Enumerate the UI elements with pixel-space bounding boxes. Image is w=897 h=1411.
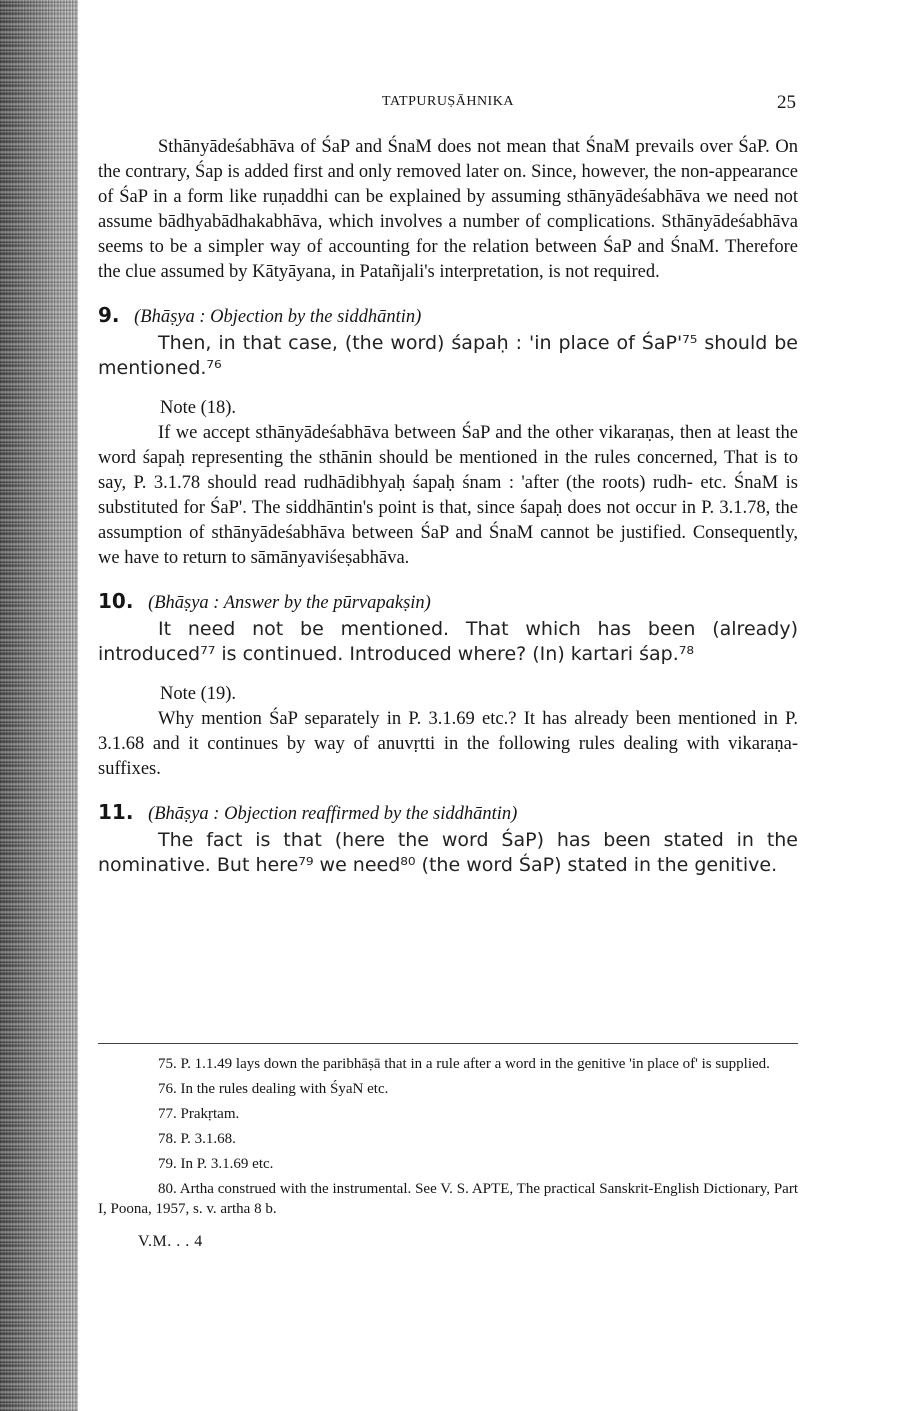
section-number: 9. — [98, 303, 120, 327]
page-body — [98, 135, 798, 878]
footnote-rule — [98, 1043, 798, 1044]
section-9 — [98, 301, 798, 571]
book-page — [98, 0, 798, 1411]
section-number: 10. — [98, 589, 134, 613]
note-title: Note (18). — [160, 398, 237, 418]
note-title: Note (19). — [160, 684, 237, 704]
section-title: (Bhāṣya : Objection by the siddhāntin) — [134, 307, 422, 327]
signature-mark: V.M. . . 4 — [138, 1233, 203, 1250]
footnotes — [98, 1043, 798, 1251]
note-text: If we accept sthānyādeśabhāva between ŚaP and the other vikaraṇas, then at least the word śapaḥ representing the sthānin should be mentioned in the rules concerned, That is to say, P. 3.1.78 should read rudhādibhyaḥ śapaḥ śnam : 'after (the roots) rudh- etc. ŚnaM is substituted for ŚaP'. The siddhāntin's point is that, since śapaḥ does not occur in P. 3.1.78, the assumption of sthānyādeśabhāva between ŚaP and ŚnaM cannot be justified. Consequently, we have to return to sāmānyaviśeṣabhāva. — [98, 423, 798, 568]
page-header — [98, 92, 798, 116]
bhasya-translation: It need not be mentioned. That which has been (already) introduced⁷⁷ is continued. Introduced where? (In) kartari śap.⁷⁸ — [98, 618, 798, 665]
section-title: (Bhāṣya : Answer by the pūrvapakṣin) — [148, 593, 431, 613]
book-spine-shadow — [0, 0, 78, 1411]
bhasya-translation: The fact is that (here the word ŚaP) has been stated in the nominative. But here⁷⁹ we need⁸⁰ (the word ŚaP) stated in the genitive. — [98, 829, 798, 876]
footnote-76: 76. In the rules dealing with ŚyaN etc. — [158, 1081, 389, 1097]
note-text: Why mention ŚaP separately in P. 3.1.69 etc.? It has already been mentioned in P. 3.1.68 and it continues by way of anuvṛtti in the following rules dealing with vikaraṇa-suffixes. — [98, 709, 798, 779]
section-heading — [98, 798, 798, 828]
section-heading — [98, 301, 798, 331]
bhasya-translation: Then, in that case, (the word) śapaḥ : 'in place of ŚaP'⁷⁵ should be mentioned.⁷⁶ — [98, 332, 798, 379]
section-10 — [98, 587, 798, 782]
footnote-78: 78. P. 3.1.68. — [158, 1131, 236, 1147]
section-heading — [98, 587, 798, 617]
page-number: 25 — [777, 92, 796, 113]
section-11 — [98, 798, 798, 878]
footnote-75: 75. P. 1.1.49 lays down the paribhāṣā that in a rule after a word in the genitive 'in place of' is supplied. — [158, 1056, 770, 1072]
footnote-77: 77. Prakṛtam. — [158, 1106, 240, 1122]
footnote-79: 79. In P. 3.1.69 etc. — [158, 1156, 274, 1172]
intro-paragraph: Sthānyādeśabhāva of ŚaP and ŚnaM does not mean that ŚnaM prevails over ŚaP. On the contrary, Śap is added first and only removed later on. Since, however, the non-appearance of ŚaP in a form like ruṇaddhi can be explained by assuming sthānyādeśabhāva we need not assume bādhyabādhakabhāva, which involves a number of complications. Sthānyādeśabhāva seems to be a simpler way of accounting for the relation between ŚaP and ŚnaM. Therefore the clue assumed by Kātyāyana, in Patañjali's interpretation, is not required. — [98, 137, 798, 282]
running-title: TATPURUṢĀHNIKA — [382, 94, 514, 109]
section-title: (Bhāṣya : Objection reaffirmed by the siddhāntin) — [148, 804, 518, 824]
section-number: 11. — [98, 800, 134, 824]
footnote-80: 80. Artha construed with the instrumental. See V. S. APTE, The practical Sanskrit-English Dictionary, Part I, Poona, 1957, s. v. artha 8 b. — [98, 1181, 798, 1217]
